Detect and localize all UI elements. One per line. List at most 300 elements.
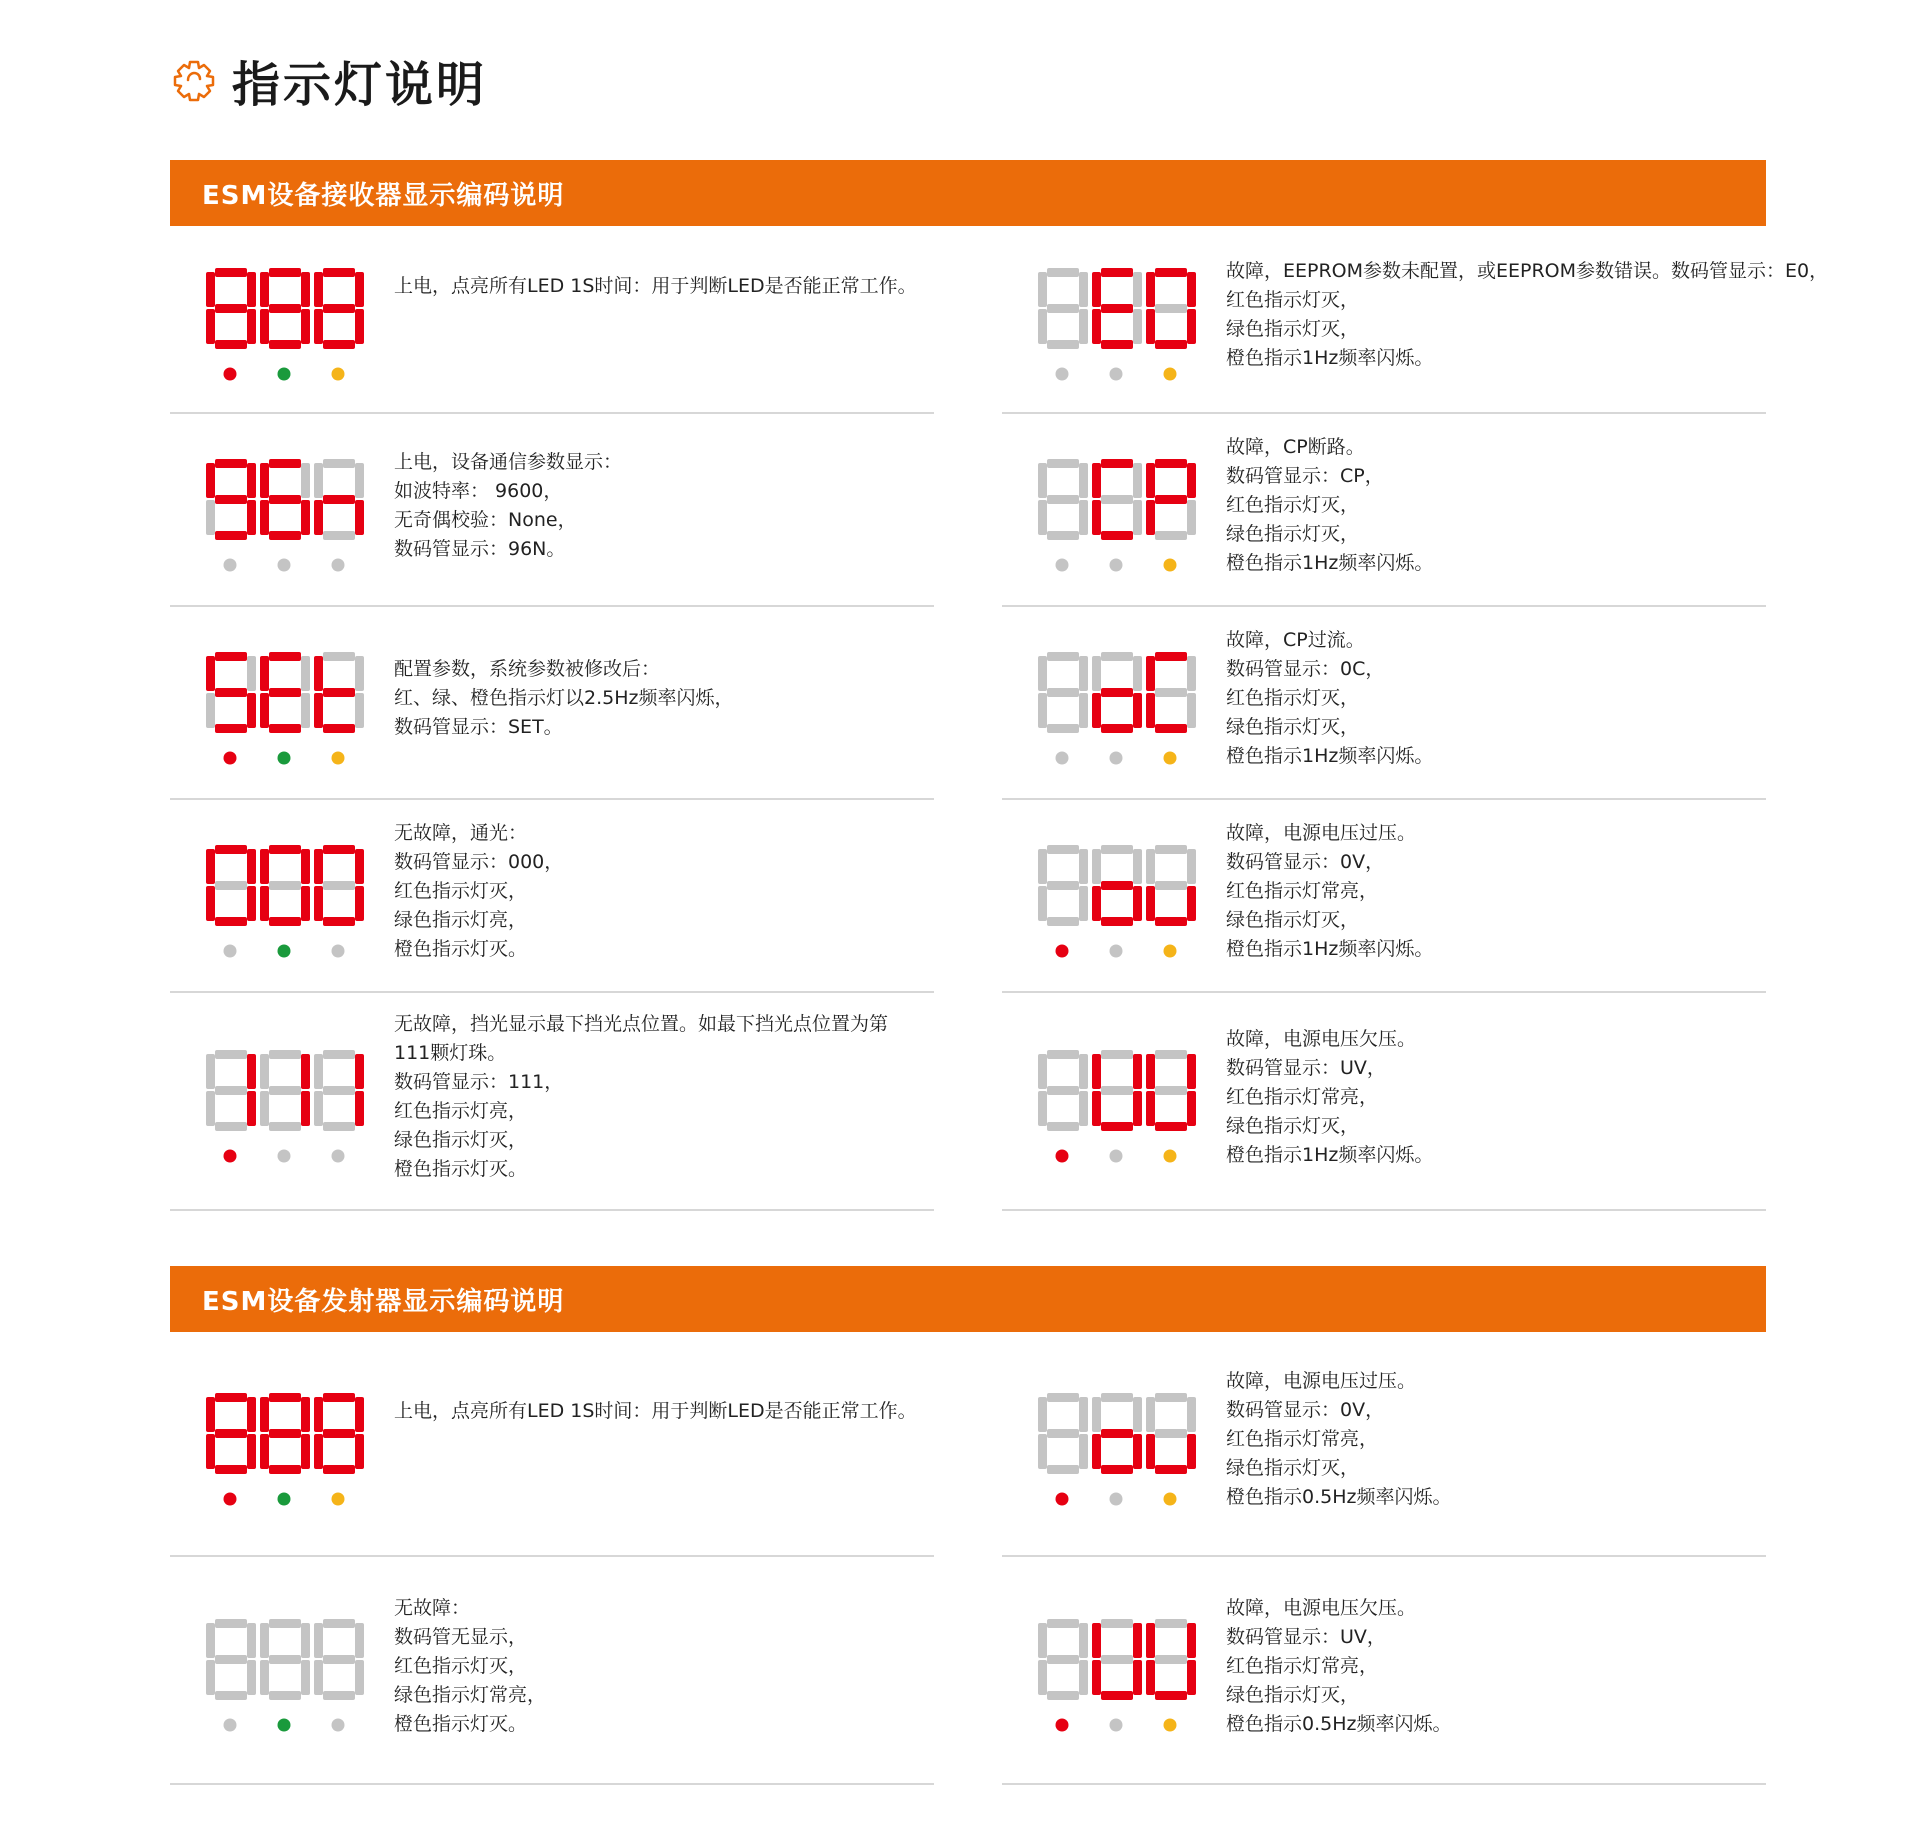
led-indicator-red	[1056, 1150, 1069, 1163]
segment-g	[215, 881, 247, 890]
segment-g	[1047, 688, 1079, 697]
segment-e	[1146, 309, 1155, 344]
led-indicator-off	[332, 1150, 345, 1163]
led-indicator-orange	[1164, 945, 1177, 958]
segment-f	[1092, 1623, 1101, 1658]
description-line: 橙色指示灯灭。	[394, 1158, 528, 1180]
led-indicator-red	[224, 752, 237, 765]
segment-e	[260, 886, 269, 921]
code-cell	[170, 414, 934, 607]
description-line: 橙色指示0.5Hz频率闪烁。	[1226, 1713, 1452, 1735]
description-line: 上电，点亮所有LED 1S时间：用于判断LED是否能正常工作。	[394, 1400, 917, 1422]
segment-g	[269, 1655, 301, 1664]
segment-a	[1101, 268, 1133, 277]
digit	[314, 1619, 364, 1700]
segment-c	[247, 693, 256, 728]
description-line: 绿色指示灯亮，	[394, 909, 528, 931]
segment-d	[1047, 1122, 1079, 1131]
segment-f	[1146, 656, 1155, 691]
page-title: 指示灯说明	[232, 56, 488, 113]
digit	[314, 459, 364, 540]
description-line: 橙色指示0.5Hz频率闪烁。	[1226, 1486, 1452, 1508]
description-line: 数码管显示：000，	[394, 851, 564, 873]
segment-f	[1092, 463, 1101, 498]
segment-c	[1133, 1434, 1142, 1469]
segment-d	[323, 1691, 355, 1700]
digit	[1092, 652, 1142, 733]
code-cell	[1002, 800, 1766, 993]
code-description	[1226, 819, 1786, 964]
segment-a	[1101, 1393, 1133, 1402]
segment-e	[1092, 693, 1101, 728]
segment-b	[247, 849, 256, 884]
segment-d	[1047, 340, 1079, 349]
segment-f	[1146, 272, 1155, 307]
led-indicator-orange	[332, 752, 345, 765]
segment-b	[247, 656, 256, 691]
segment-g	[1101, 304, 1133, 313]
seven-segment-display	[200, 1615, 370, 1733]
segment-a	[215, 459, 247, 468]
segment-c	[355, 309, 364, 344]
segment-a	[215, 845, 247, 854]
segment-f	[206, 463, 215, 498]
segment-d	[269, 1122, 301, 1131]
segment-d	[1047, 917, 1079, 926]
segment-g	[269, 304, 301, 313]
segment-b	[247, 1623, 256, 1658]
segment-f	[260, 656, 269, 691]
segment-b	[1079, 656, 1088, 691]
segment-f	[1146, 1397, 1155, 1432]
description-line: 橙色指示灯灭。	[394, 938, 528, 960]
segment-e	[260, 500, 269, 535]
digit	[260, 268, 310, 349]
code-cell	[170, 1332, 934, 1557]
segment-c	[301, 500, 310, 535]
segment-d	[1047, 1691, 1079, 1700]
led-indicator-green	[278, 752, 291, 765]
segment-a	[1155, 1619, 1187, 1628]
description-line: 111颗灯珠。	[394, 1042, 507, 1064]
segment-b	[1187, 1054, 1196, 1089]
segment-a	[1101, 1619, 1133, 1628]
segment-c	[301, 1091, 310, 1126]
segment-d	[323, 531, 355, 540]
description-line: 绿色指示灯灭，	[1226, 523, 1360, 545]
segment-c	[301, 1660, 310, 1695]
segment-b	[1133, 656, 1142, 691]
digit	[1146, 1050, 1196, 1131]
segment-c	[247, 1434, 256, 1469]
segment-e	[206, 500, 215, 535]
description-line: 红色指示灯常亮，	[1226, 1428, 1379, 1450]
led-indicator-red	[224, 368, 237, 381]
segment-f	[260, 1397, 269, 1432]
led-indicator-orange	[1164, 1150, 1177, 1163]
led-indicator-off	[332, 945, 345, 958]
segment-c	[301, 309, 310, 344]
description-line: 数码管显示：SET。	[394, 716, 563, 738]
digit	[260, 459, 310, 540]
code-row	[170, 226, 1829, 414]
segment-b	[355, 463, 364, 498]
segment-d	[269, 1691, 301, 1700]
segment-d	[1155, 1691, 1187, 1700]
digit	[206, 845, 256, 926]
segment-b	[301, 849, 310, 884]
segment-e	[314, 1660, 323, 1695]
digit	[260, 652, 310, 733]
led-indicator-orange	[1164, 559, 1177, 572]
led-indicator-red	[1056, 1719, 1069, 1732]
segment-f	[314, 1054, 323, 1089]
segment-c	[355, 1660, 364, 1695]
segment-e	[206, 693, 215, 728]
led-indicator-green	[278, 368, 291, 381]
digit	[314, 1050, 364, 1131]
description-line: 无故障：	[394, 1597, 471, 1619]
segment-a	[269, 1619, 301, 1628]
led-indicator-green	[278, 1493, 291, 1506]
description-line: 数码管显示：0V，	[1226, 1399, 1385, 1421]
segment-a	[1101, 459, 1133, 468]
led-indicator-red	[224, 1493, 237, 1506]
description-line: 数码管显示：111，	[394, 1071, 564, 1093]
code-description	[394, 448, 914, 564]
segment-b	[1187, 849, 1196, 884]
segment-b	[247, 463, 256, 498]
led-indicator-off	[332, 559, 345, 572]
segment-e	[206, 886, 215, 921]
segment-b	[301, 463, 310, 498]
segment-a	[323, 1619, 355, 1628]
description-line: 红色指示灯亮，	[394, 1100, 528, 1122]
code-cell	[170, 1557, 934, 1785]
segment-e	[206, 1091, 215, 1126]
segment-f	[314, 272, 323, 307]
description-line: 橙色指示灯灭。	[394, 1713, 528, 1735]
seven-segment-display	[200, 1389, 370, 1507]
segment-g	[1155, 1655, 1187, 1664]
segment-a	[1047, 459, 1079, 468]
segment-f	[206, 656, 215, 691]
segment-b	[355, 1054, 364, 1089]
segment-a	[1047, 1050, 1079, 1059]
segment-b	[301, 1054, 310, 1089]
segment-e	[260, 1091, 269, 1126]
segment-c	[1187, 500, 1196, 535]
segment-f	[206, 1397, 215, 1432]
segment-e	[1038, 500, 1047, 535]
segment-g	[1101, 881, 1133, 890]
segment-a	[323, 268, 355, 277]
segment-a	[269, 845, 301, 854]
led-indicator-off	[1056, 368, 1069, 381]
description-line: 故障，CP过流。	[1226, 629, 1365, 651]
segment-c	[1079, 1434, 1088, 1469]
segment-a	[1047, 268, 1079, 277]
segment-d	[1101, 340, 1133, 349]
code-description	[1226, 1025, 1786, 1170]
description-line: 故障，电源电压过压。	[1226, 1370, 1417, 1392]
segment-f	[1038, 1054, 1047, 1089]
segment-f	[1146, 1054, 1155, 1089]
description-line: 橙色指示1Hz频率闪烁。	[1226, 552, 1434, 574]
code-cell	[170, 800, 934, 993]
segment-g	[323, 1429, 355, 1438]
segment-g	[323, 688, 355, 697]
segment-a	[1047, 1393, 1079, 1402]
segment-g	[323, 1655, 355, 1664]
code-description	[394, 1010, 914, 1184]
segment-e	[314, 886, 323, 921]
segment-a	[269, 1050, 301, 1059]
description-line: 橙色指示1Hz频率闪烁。	[1226, 745, 1434, 767]
segment-e	[206, 1660, 215, 1695]
segment-d	[323, 340, 355, 349]
description-line: 数码管显示：0C，	[1226, 658, 1385, 680]
segment-d	[323, 917, 355, 926]
segment-d	[269, 724, 301, 733]
digit	[1092, 1393, 1142, 1474]
segment-b	[1133, 1623, 1142, 1658]
led-indicator-green	[278, 1719, 291, 1732]
description-line: 橙色指示1Hz频率闪烁。	[1226, 938, 1434, 960]
code-cell	[1002, 226, 1829, 414]
segment-a	[1155, 459, 1187, 468]
digit	[260, 845, 310, 926]
segment-g	[215, 1086, 247, 1095]
segment-c	[1187, 1091, 1196, 1126]
segment-b	[1187, 463, 1196, 498]
description-line: 绿色指示灯灭，	[394, 1129, 528, 1151]
segment-g	[1101, 1086, 1133, 1095]
digit	[260, 1393, 310, 1474]
segment-f	[1146, 849, 1155, 884]
segment-a	[1155, 1050, 1187, 1059]
segment-d	[1101, 1691, 1133, 1700]
led-indicator-orange	[1164, 1719, 1177, 1732]
code-description	[394, 272, 917, 301]
segment-d	[1047, 1465, 1079, 1474]
segment-a	[269, 1393, 301, 1402]
segment-a	[1047, 845, 1079, 854]
segment-c	[1187, 1660, 1196, 1695]
code-row	[170, 1332, 1766, 1557]
segment-g	[323, 495, 355, 504]
led-indicator-orange	[1164, 1493, 1177, 1506]
segment-b	[1079, 1623, 1088, 1658]
seven-segment-display	[200, 264, 370, 382]
segment-e	[1146, 500, 1155, 535]
code-row	[170, 414, 1766, 607]
segment-b	[355, 1623, 364, 1658]
segment-b	[1187, 272, 1196, 307]
segment-d	[1047, 724, 1079, 733]
led-indicator-red	[1056, 945, 1069, 958]
segment-f	[1038, 1397, 1047, 1432]
segment-d	[1101, 724, 1133, 733]
digit	[206, 459, 256, 540]
segment-e	[1146, 1091, 1155, 1126]
segment-f	[314, 463, 323, 498]
led-indicator-off	[278, 559, 291, 572]
segment-f	[314, 849, 323, 884]
segment-g	[1047, 1655, 1079, 1664]
segment-c	[1187, 309, 1196, 344]
led-indicator-off	[1110, 1493, 1123, 1506]
segment-a	[1047, 1619, 1079, 1628]
segment-b	[355, 656, 364, 691]
digit	[1146, 268, 1196, 349]
description-line: 红色指示灯常亮，	[1226, 1086, 1379, 1108]
description-line: 橙色指示1Hz频率闪烁。	[1226, 347, 1434, 369]
segment-g	[269, 1086, 301, 1095]
code-row	[170, 1557, 1766, 1785]
segment-e	[314, 309, 323, 344]
segment-d	[269, 1465, 301, 1474]
code-row	[170, 607, 1766, 800]
segment-c	[247, 886, 256, 921]
segment-c	[1187, 886, 1196, 921]
description-line: 数码管显示：UV，	[1226, 1057, 1386, 1079]
digit	[314, 652, 364, 733]
segment-b	[1079, 849, 1088, 884]
segment-b	[1079, 1054, 1088, 1089]
segment-g	[215, 304, 247, 313]
description-line: 绿色指示灯灭，	[1226, 318, 1360, 340]
segment-f	[1092, 1397, 1101, 1432]
segment-g	[215, 1655, 247, 1664]
led-indicator-off	[332, 1719, 345, 1732]
led-indicator-off	[1110, 1719, 1123, 1732]
segment-c	[301, 693, 310, 728]
segment-e	[260, 309, 269, 344]
description-line: 绿色指示灯灭，	[1226, 1457, 1360, 1479]
seven-segment-display	[1032, 841, 1202, 959]
led-indicator-orange	[1164, 368, 1177, 381]
segment-b	[1133, 1054, 1142, 1089]
segment-f	[1038, 849, 1047, 884]
segment-f	[260, 1054, 269, 1089]
description-line: 故障，电源电压欠压。	[1226, 1597, 1417, 1619]
led-indicator-off	[1110, 945, 1123, 958]
segment-b	[247, 272, 256, 307]
segment-e	[314, 500, 323, 535]
description-line: 故障，电源电压欠压。	[1226, 1028, 1417, 1050]
segment-e	[1092, 1660, 1101, 1695]
segment-a	[1155, 845, 1187, 854]
description-line: 红色指示灯灭，	[1226, 687, 1360, 709]
code-cell	[170, 226, 934, 414]
digit	[1038, 1393, 1088, 1474]
segment-f	[206, 1623, 215, 1658]
seven-segment-display	[1032, 1046, 1202, 1164]
segment-c	[1133, 309, 1142, 344]
segment-d	[215, 917, 247, 926]
seven-segment-display	[1032, 264, 1202, 382]
segment-d	[269, 340, 301, 349]
code-cell	[170, 607, 934, 800]
digit	[1038, 268, 1088, 349]
segment-f	[260, 272, 269, 307]
segment-a	[215, 1050, 247, 1059]
transmitter-section	[170, 1266, 1766, 1735]
segment-d	[1155, 531, 1187, 540]
description-line: 橙色指示1Hz频率闪烁。	[1226, 1144, 1434, 1166]
description-line: 绿色指示灯灭，	[1226, 1684, 1360, 1706]
segment-c	[247, 1091, 256, 1126]
segment-g	[1101, 1429, 1133, 1438]
digit	[1092, 268, 1142, 349]
segment-e	[1146, 693, 1155, 728]
description-line: 绿色指示灯常亮，	[394, 1684, 547, 1706]
segment-f	[1092, 849, 1101, 884]
segment-d	[323, 1465, 355, 1474]
segment-e	[1146, 886, 1155, 921]
segment-a	[1155, 652, 1187, 661]
segment-g	[1047, 304, 1079, 313]
segment-e	[1146, 1660, 1155, 1695]
segment-d	[1155, 1122, 1187, 1131]
digit	[1146, 459, 1196, 540]
seven-segment-display	[200, 455, 370, 573]
description-line: 故障，电源电压过压。	[1226, 822, 1417, 844]
segment-d	[215, 1691, 247, 1700]
description-line: 上电，点亮所有LED 1S时间：用于判断LED是否能正常工作。	[394, 275, 917, 297]
segment-c	[355, 886, 364, 921]
segment-c	[1079, 693, 1088, 728]
segment-g	[1047, 1086, 1079, 1095]
digit	[1146, 1393, 1196, 1474]
digit	[1038, 845, 1088, 926]
segment-e	[1092, 1434, 1101, 1469]
led-indicator-off	[1056, 752, 1069, 765]
led-indicator-off	[224, 1719, 237, 1732]
segment-a	[1047, 652, 1079, 661]
digit	[260, 1619, 310, 1700]
led-indicator-off	[1110, 368, 1123, 381]
segment-g	[1155, 688, 1187, 697]
segment-c	[1133, 1660, 1142, 1695]
segment-c	[355, 500, 364, 535]
segment-c	[1079, 500, 1088, 535]
seven-segment-display	[1032, 1389, 1202, 1507]
segment-a	[215, 652, 247, 661]
segment-c	[1079, 1091, 1088, 1126]
segment-e	[1092, 309, 1101, 344]
segment-c	[301, 886, 310, 921]
segment-e	[1038, 886, 1047, 921]
led-indicator-off	[278, 1150, 291, 1163]
segment-g	[1155, 495, 1187, 504]
segment-g	[323, 881, 355, 890]
segment-a	[1101, 1050, 1133, 1059]
segment-f	[1092, 1054, 1101, 1089]
digit	[1146, 652, 1196, 733]
section-header: ESM设备发射器显示编码说明	[170, 1266, 1766, 1332]
segment-d	[1155, 917, 1187, 926]
segment-a	[323, 1393, 355, 1402]
digit	[206, 652, 256, 733]
segment-g	[1155, 1429, 1187, 1438]
description-line: 红色指示灯灭，	[1226, 289, 1360, 311]
segment-d	[215, 531, 247, 540]
seven-segment-display	[1032, 1615, 1202, 1733]
digit	[1092, 845, 1142, 926]
gear-outline-icon	[172, 58, 216, 102]
